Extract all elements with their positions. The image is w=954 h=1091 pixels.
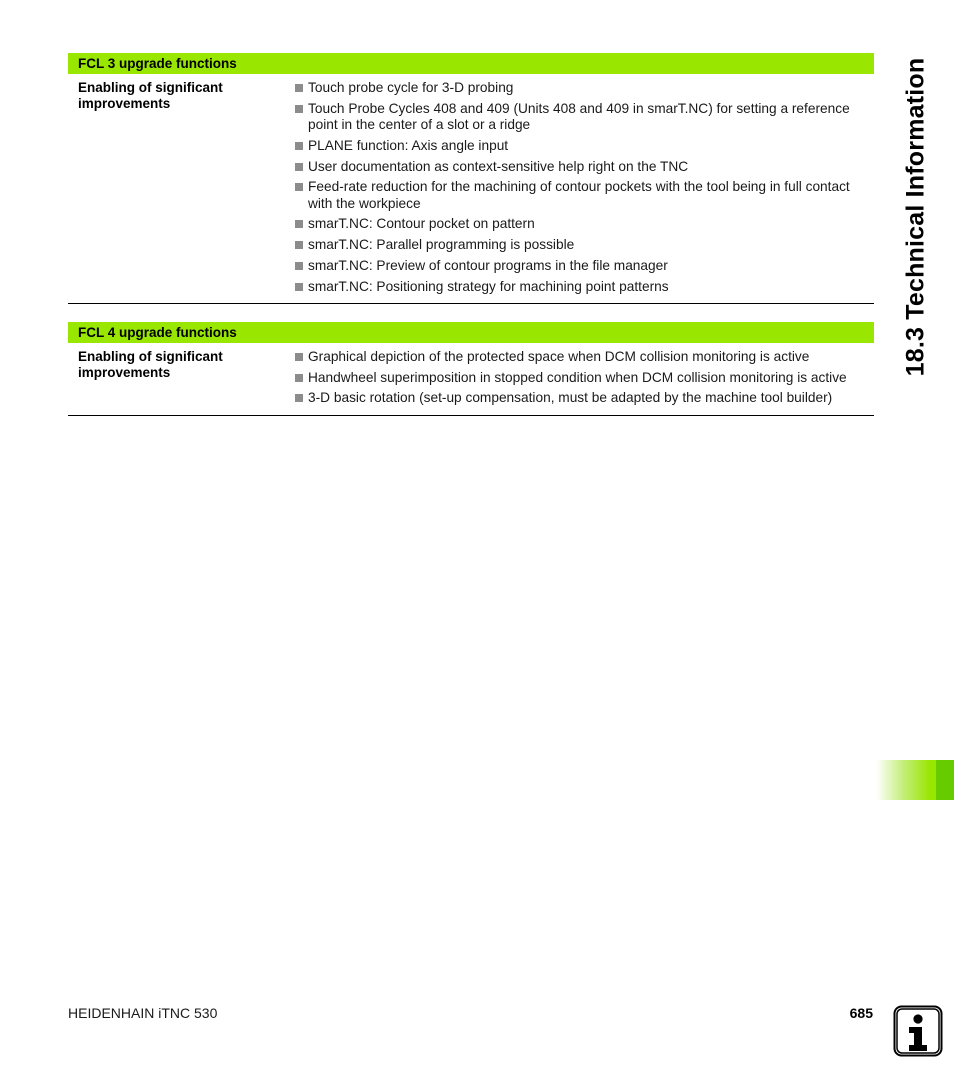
square-bullet-icon: [295, 142, 303, 150]
list-item-text: PLANE function: Axis angle input: [308, 137, 509, 153]
fcl4-heading: FCL 4 upgrade functions: [68, 322, 874, 343]
list-item: [294, 216, 864, 233]
square-bullet-icon: [295, 183, 303, 191]
square-bullet-icon: [295, 163, 303, 171]
list-item-text: 3-D basic rotation (set-up compensation, must be adapted by the machine tool builder): [308, 390, 833, 406]
list-item-text: smarT.NC: Contour pocket on pattern: [308, 216, 535, 232]
list-item: [294, 390, 864, 407]
list-item-text: Feed-rate reduction for the machining of contour pockets with the tool being in full contact with the workpiece: [308, 179, 850, 211]
list-item: [294, 80, 864, 97]
list-item: [294, 138, 864, 155]
list-item-text: smarT.NC: Positioning strategy for machining point patterns: [308, 278, 669, 294]
fcl4-row: [68, 343, 874, 415]
list-item: [294, 370, 864, 387]
fcl3-section: [68, 53, 874, 304]
chapter-tab-marker-edge: [936, 760, 954, 800]
fcl3-feature-list: [294, 74, 864, 303]
fcl4-feature-list: [294, 343, 864, 415]
square-bullet-icon: [295, 353, 303, 361]
fcl4-section: [68, 322, 874, 416]
square-bullet-icon: [295, 394, 303, 402]
footer-product-name: HEIDENHAIN iTNC 530: [68, 1005, 218, 1021]
list-item: [294, 349, 864, 366]
chapter-side-title: [896, 52, 936, 382]
list-item-text: Graphical depiction of the protected space when DCM collision monitoring is active: [308, 349, 810, 364]
list-item-text: Touch probe cycle for 3-D probing: [308, 80, 514, 95]
page-number: 685: [849, 1005, 873, 1021]
list-item: [294, 159, 864, 176]
info-icon: [893, 1005, 943, 1057]
list-item-text: User documentation as context-sensitive help right on the TNC: [308, 158, 689, 174]
square-bullet-icon: [295, 283, 303, 291]
list-item: [294, 237, 864, 254]
chapter-side-title-text: 18.3 Technical Information: [901, 57, 930, 377]
list-item-text: smarT.NC: Preview of contour programs in the file manager: [308, 257, 668, 273]
list-item: [294, 258, 864, 275]
square-bullet-icon: [295, 220, 303, 228]
list-item: [294, 279, 864, 296]
square-bullet-icon: [295, 84, 303, 92]
square-bullet-icon: [295, 241, 303, 249]
fcl3-row-label: Enabling of significant improvements: [78, 80, 223, 111]
fcl3-row: [68, 74, 874, 303]
list-item-text: Touch Probe Cycles 408 and 409 (Units 408 and 409 in smarT.NC) for setting a reference point in the center of a slot or a ridge: [308, 100, 850, 133]
fcl4-row-label: Enabling of significant improvements: [78, 349, 223, 380]
list-item-text: smarT.NC: Parallel programming is possible: [308, 237, 575, 253]
list-item: [294, 179, 864, 212]
square-bullet-icon: [295, 262, 303, 270]
list-item-text: Handwheel superimposition in stopped condition when DCM collision monitoring is active: [308, 369, 847, 385]
fcl3-heading: FCL 3 upgrade functions: [68, 53, 874, 74]
square-bullet-icon: [295, 374, 303, 382]
square-bullet-icon: [295, 105, 303, 113]
list-item: [294, 101, 864, 134]
